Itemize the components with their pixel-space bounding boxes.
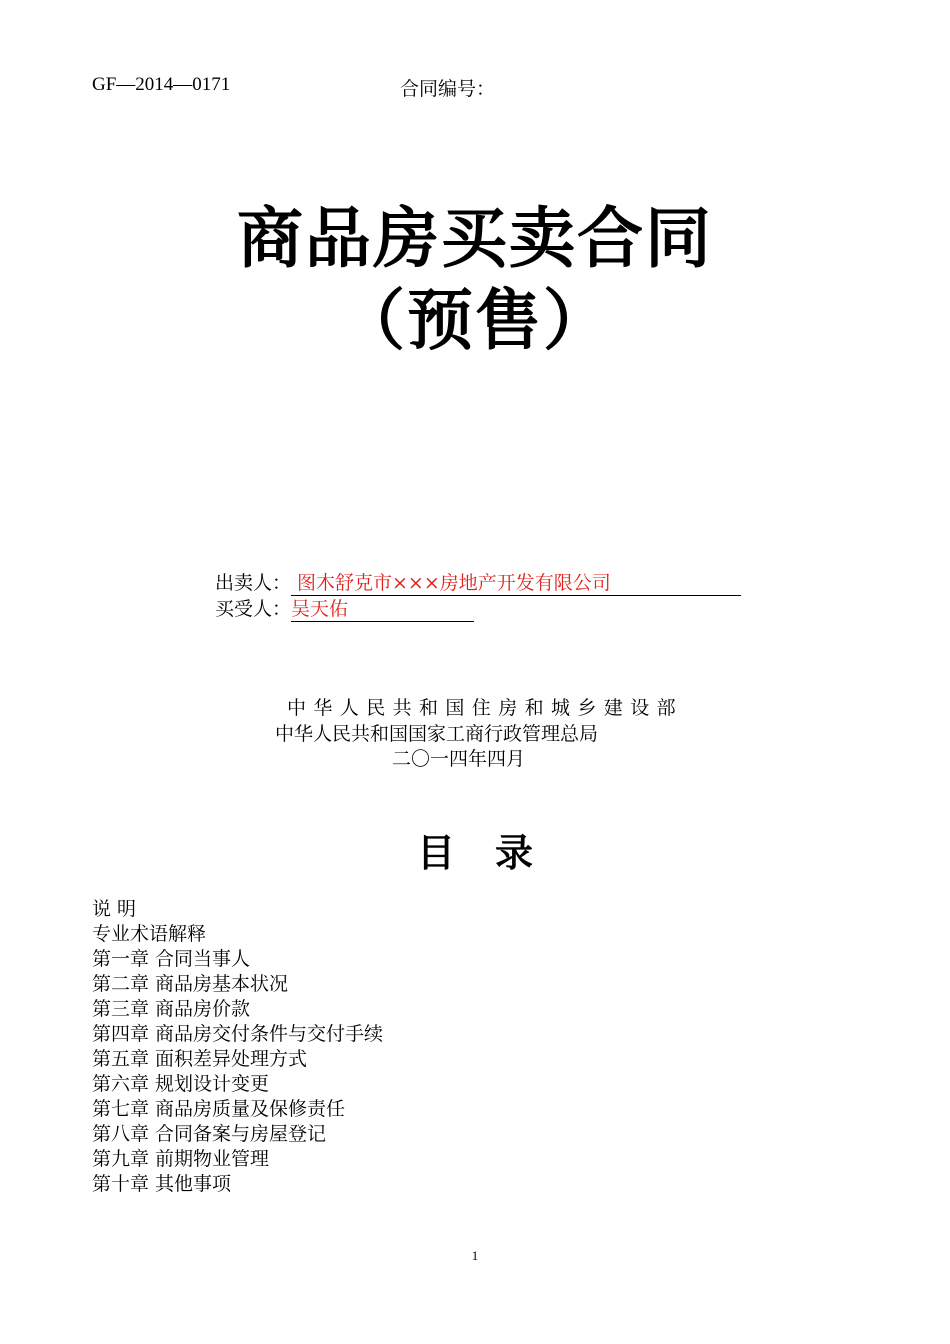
toc-list bbox=[92, 897, 383, 1197]
toc-title: 目录 bbox=[416, 830, 573, 875]
contract-subtitle: （预售） bbox=[339, 281, 611, 359]
standard-code: GF—2014—0171 bbox=[92, 74, 231, 95]
buyer-value: 吴天佑 bbox=[291, 597, 474, 622]
seller-row bbox=[215, 571, 741, 596]
toc-item: 第九章 前期物业管理 bbox=[92, 1148, 270, 1170]
issuer-ministry-housing: 中华人民共和国住房和城乡建设部 bbox=[287, 697, 684, 719]
toc-item: 第五章 面积差异处理方式 bbox=[92, 1048, 308, 1070]
contract-number-label: 合同编号： bbox=[400, 78, 496, 100]
seller-value: 图木舒克市×××房地产开发有限公司 bbox=[291, 571, 741, 596]
toc-item: 第四章 商品房交付条件与交付手续 bbox=[92, 1023, 384, 1045]
toc-item: 第一章 合同当事人 bbox=[92, 948, 251, 970]
toc-item: 第十章 其他事项 bbox=[92, 1173, 232, 1195]
toc-item: 第二章 商品房基本状况 bbox=[92, 973, 289, 995]
page-number: 1 bbox=[471, 1248, 479, 1263]
toc-item: 第八章 合同备案与房屋登记 bbox=[92, 1123, 327, 1145]
buyer-row bbox=[215, 597, 474, 622]
toc-item: 第三章 商品房价款 bbox=[92, 998, 251, 1020]
toc-item: 说 明 bbox=[92, 898, 137, 920]
toc-item: 第六章 规划设计变更 bbox=[92, 1073, 270, 1095]
contract-title: 商品房买卖合同 bbox=[237, 199, 713, 277]
issuer-ministry-commerce: 中华人民共和国国家工商行政管理总局 bbox=[275, 723, 599, 745]
issue-date: 二〇一四年四月 bbox=[392, 748, 526, 770]
seller-label: 出卖人： bbox=[215, 572, 292, 594]
toc-item: 专业术语解释 bbox=[92, 923, 207, 945]
buyer-label: 买受人： bbox=[215, 598, 292, 620]
toc-item: 第七章 商品房质量及保修责任 bbox=[92, 1098, 346, 1120]
